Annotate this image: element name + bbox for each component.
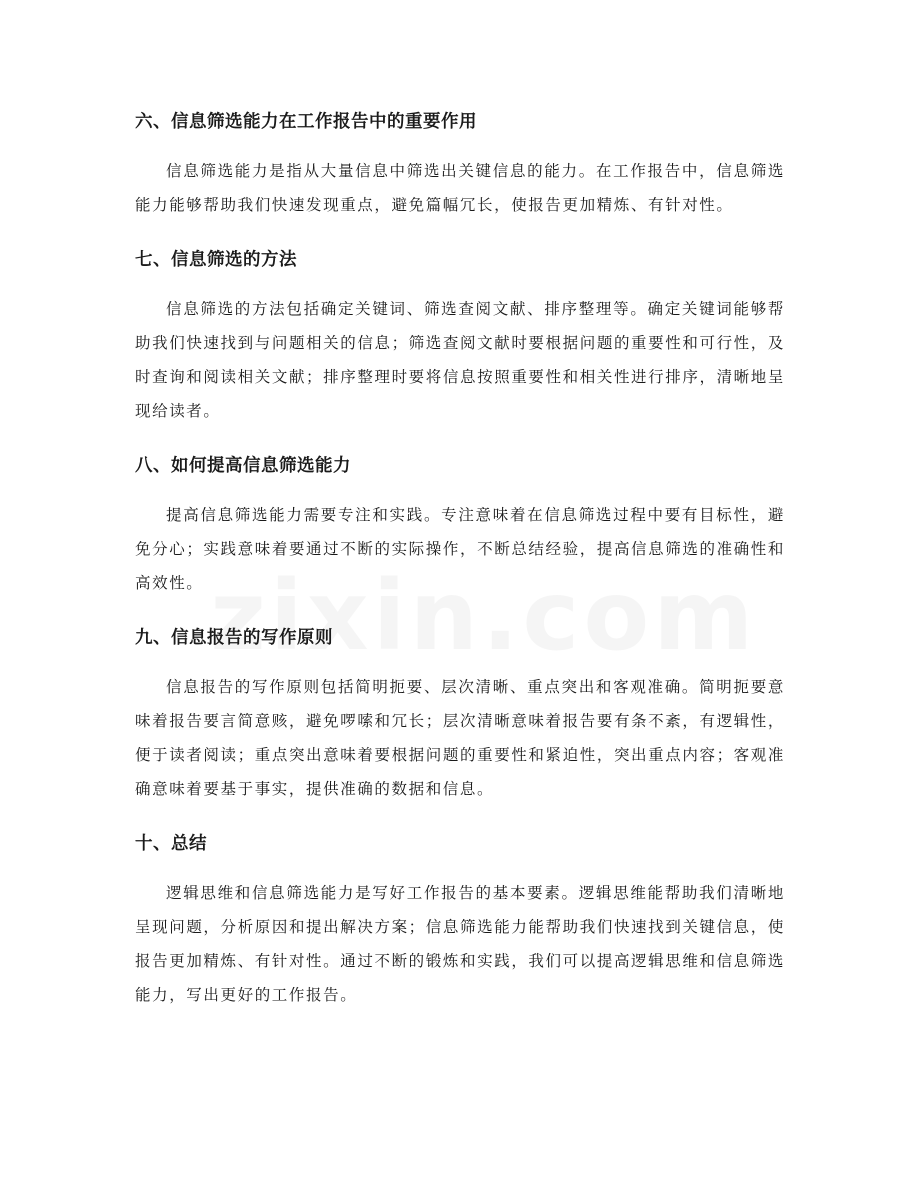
section-heading: 九、信息报告的写作原则 xyxy=(135,628,333,648)
section-9 xyxy=(135,620,785,806)
section-paragraph: 逻辑思维和信息筛选能力是写好工作报告的基本要素。逻辑思维能帮助我们清晰地呈现问题，分析原因和提出解决方案；信息筛选能力能帮助我们快速找到关键信息，使报告更加精炼、有针对性。通过不断的锻炼和实践，我们可以提高逻辑思维和信息筛选能力，写出更好的工作报告。 xyxy=(135,884,785,1004)
section-6 xyxy=(135,104,785,222)
section-paragraph: 信息筛选的方法包括确定关键词、筛选查阅文献、排序整理等。确定关键词能够帮助我们快速找到与问题相关的信息；筛选查阅文献时要根据问题的重要性和可行性，及时查询和阅读相关文献；排序整理时要将信息按照重要性和相关性进行排序，清晰地呈现给读者。 xyxy=(135,300,785,420)
section-8 xyxy=(135,448,785,600)
document-body xyxy=(135,104,785,1032)
section-heading: 七、信息筛选的方法 xyxy=(135,250,297,270)
section-heading: 八、如何提高信息筛选能力 xyxy=(135,456,351,476)
section-7 xyxy=(135,242,785,428)
section-heading: 十、总结 xyxy=(135,834,207,854)
section-paragraph: 提高信息筛选能力需要专注和实践。专注意味着在信息筛选过程中要有目标性，避免分心；实践意味着要通过不断的实际操作，不断总结经验，提高信息筛选的准确性和高效性。 xyxy=(135,506,785,592)
section-heading: 六、信息筛选能力在工作报告中的重要作用 xyxy=(135,112,477,132)
section-paragraph: 信息筛选能力是指从大量信息中筛选出关键信息的能力。在工作报告中，信息筛选能力能够帮助我们快速发现重点，避免篇幅冗长，使报告更加精炼、有针对性。 xyxy=(135,162,785,214)
section-10 xyxy=(135,826,785,1012)
section-paragraph: 信息报告的写作原则包括简明扼要、层次清晰、重点突出和客观准确。简明扼要意味着报告要言简意赅，避免啰嗦和冗长；层次清晰意味着报告要有条不紊，有逻辑性，便于读者阅读；重点突出意味着要根据问题的重要性和紧迫性，突出重点内容；客观准确意味着要基于事实，提供准确的数据和信息。 xyxy=(135,678,785,798)
